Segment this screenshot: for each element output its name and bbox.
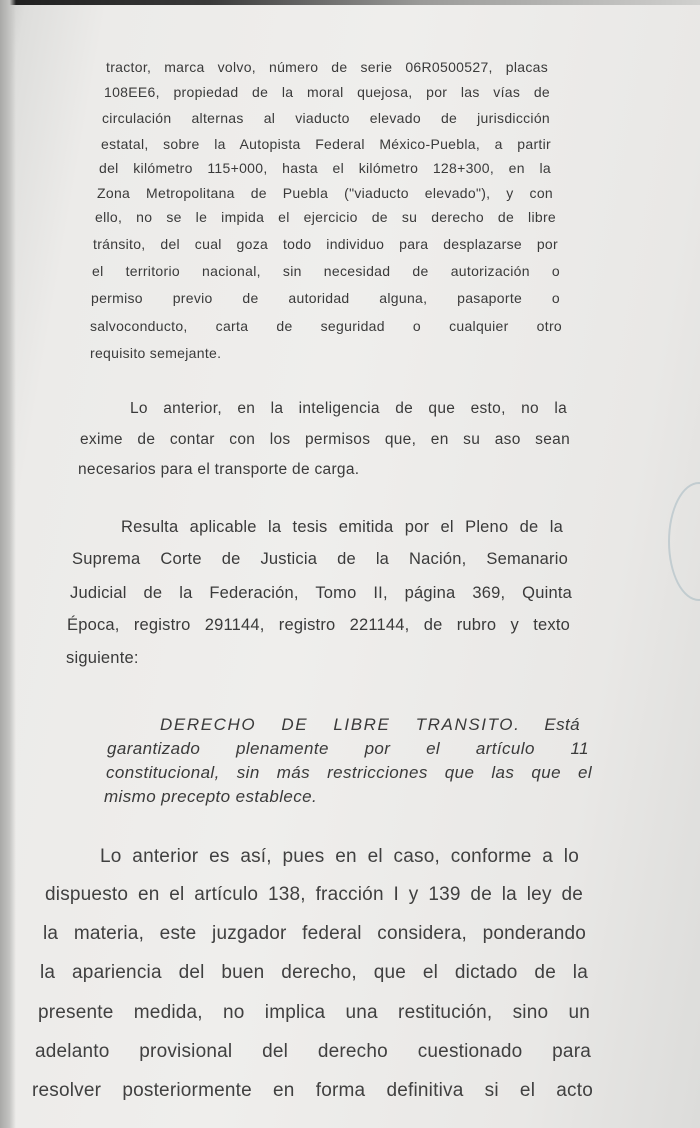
text-line: 108EE6, propiedad de la moral quejosa, por las vías de — [104, 84, 550, 100]
quote-rubro: DERECHO DE LIBRE TRANSITO. — [160, 715, 521, 734]
text-line: permiso previo de autoridad alguna, pasaporte o — [91, 290, 560, 306]
text-line: presente medida, no implica una restitución, sino un — [38, 1002, 590, 1023]
text-line: ello, no se le impida el ejercicio de su derecho de libre — [95, 209, 556, 225]
text-line: necesarios para el transporte de carga. — [78, 461, 360, 478]
text-line: tránsito, del cual goza todo individuo para desplazarse por — [93, 236, 558, 252]
text-line: tractor, marca volvo, número de serie 06R0500527, placas — [106, 59, 548, 75]
text-line: Judicial de la Federación, Tomo II, página 369, Quinta — [70, 584, 572, 602]
text-line: resolver posteriormente en forma definitiva si el acto — [32, 1080, 593, 1101]
text-line: Lo anterior es así, pues en el caso, conforme a lo — [100, 846, 579, 867]
text-line: exime de contar con los permisos que, en su aso sean — [80, 431, 570, 448]
text-line: adelanto provisional del derecho cuestionado para — [35, 1041, 591, 1062]
text-line: garantizado plenamente por el artículo 11 — [107, 739, 589, 758]
text-line: dispuesto en el artículo 138, fracción I y 139 de la ley de — [45, 884, 583, 905]
text-line: siguiente: — [66, 649, 139, 667]
text-line: Suprema Corte de Justicia de la Nación, Semanario — [72, 550, 568, 568]
text-line: la apariencia del buen derecho, que el dictado de la — [40, 962, 588, 983]
text-line: circulación alternas al viaducto elevado de jurisdicción — [102, 110, 550, 126]
scan-top-edge — [0, 0, 700, 5]
text-line: estatal, sobre la Autopista Federal México-Puebla, a partir — [101, 136, 551, 152]
quote-first-line — [160, 715, 580, 735]
text-line: Época, registro 291144, registro 221144, de rubro y texto — [67, 616, 570, 634]
scan-left-shadow — [0, 0, 16, 1128]
text-line: la materia, este juzgador federal considera, ponderando — [43, 923, 586, 944]
text-line: requisito semejante. — [90, 345, 222, 361]
text-line: del kilómetro 115+000, hasta el kilómetro 128+300, en la — [99, 160, 551, 176]
text-line: Lo anterior, en la inteligencia de que esto, no la — [130, 400, 567, 417]
text-line: el territorio nacional, sin necesidad de autorización o — [92, 263, 560, 279]
text-line: constitucional, sin más restricciones que las que el — [106, 763, 592, 782]
court-seal-stamp — [668, 482, 700, 601]
quote-text: Está — [544, 715, 581, 734]
text-line: Resulta aplicable la tesis emitida por el Pleno de la — [121, 518, 563, 536]
text-line: salvoconducto, carta de seguridad o cualquier otro — [90, 318, 562, 334]
text-line: Zona Metropolitana de Puebla ("viaducto elevado"), y con — [97, 185, 553, 201]
text-line: mismo precepto establece. — [104, 787, 318, 806]
